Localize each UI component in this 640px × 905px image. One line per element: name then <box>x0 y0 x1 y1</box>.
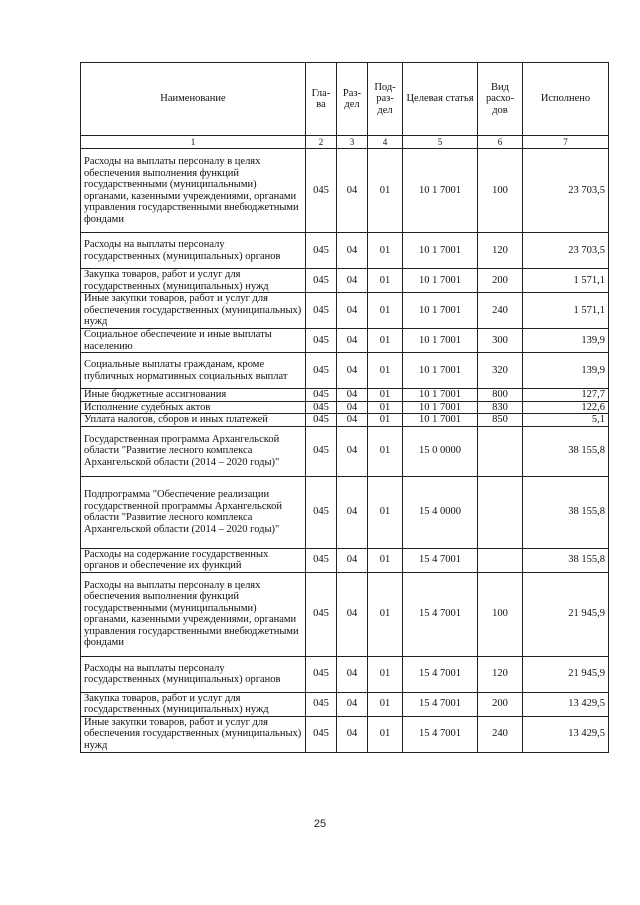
cell-section: 04 <box>337 572 368 656</box>
cell-name: Подпрограмма "Обеспечение реализации государственной программы Архангельской области "Развитие лесного комплекса Архангельской области (2014 – 2020 годы)" <box>81 476 306 548</box>
cell-chapter: 045 <box>306 149 337 233</box>
cell-expense-type: 200 <box>478 692 523 716</box>
cell-name: Иные бюджетные ассигнования <box>81 389 306 402</box>
cell-subsection: 01 <box>368 476 403 548</box>
table-row <box>81 293 609 329</box>
cell-subsection: 01 <box>368 389 403 402</box>
column-number: 2 <box>306 136 337 149</box>
cell-target: 15 4 0000 <box>403 476 478 548</box>
table-row <box>81 233 609 269</box>
header-subsection: Под-раз-дел <box>368 63 403 136</box>
cell-expense-type: 100 <box>478 572 523 656</box>
table-row <box>81 656 609 692</box>
cell-name: Исполнение судебных актов <box>81 401 306 414</box>
cell-chapter: 045 <box>306 548 337 572</box>
table-body <box>81 149 609 753</box>
table-row <box>81 329 609 353</box>
cell-target: 10 1 7001 <box>403 353 478 389</box>
cell-section: 04 <box>337 329 368 353</box>
cell-executed: 5,1 <box>523 414 609 427</box>
cell-target: 15 4 7001 <box>403 716 478 752</box>
cell-subsection: 01 <box>368 353 403 389</box>
cell-executed: 38 155,8 <box>523 476 609 548</box>
cell-executed: 21 945,9 <box>523 656 609 692</box>
cell-section: 04 <box>337 548 368 572</box>
cell-target: 10 1 7001 <box>403 149 478 233</box>
cell-subsection: 01 <box>368 233 403 269</box>
table-row <box>81 149 609 233</box>
cell-target: 10 1 7001 <box>403 293 478 329</box>
cell-subsection: 01 <box>368 329 403 353</box>
cell-expense-type <box>478 476 523 548</box>
cell-section: 04 <box>337 353 368 389</box>
cell-section: 04 <box>337 476 368 548</box>
cell-expense-type: 850 <box>478 414 523 427</box>
cell-section: 04 <box>337 389 368 402</box>
cell-target: 15 4 7001 <box>403 656 478 692</box>
header-expense-type: Вид расхо-дов <box>478 63 523 136</box>
cell-section: 04 <box>337 401 368 414</box>
cell-section: 04 <box>337 656 368 692</box>
table-row <box>81 426 609 476</box>
cell-expense-type: 240 <box>478 716 523 752</box>
cell-chapter: 045 <box>306 233 337 269</box>
cell-executed: 13 429,5 <box>523 692 609 716</box>
cell-subsection: 01 <box>368 572 403 656</box>
cell-subsection: 01 <box>368 426 403 476</box>
cell-name: Расходы на выплаты персоналу государственных (муниципальных) органов <box>81 656 306 692</box>
cell-name: Расходы на выплаты персоналу в целях обеспечения выполнения функций государственными (муниципальными) органами, казенными учреждениями, органами управления государственными внебюджетными фондами <box>81 149 306 233</box>
table-row <box>81 389 609 402</box>
column-number: 4 <box>368 136 403 149</box>
cell-name: Закупка товаров, работ и услуг для государственных (муниципальных) нужд <box>81 269 306 293</box>
column-number: 1 <box>81 136 306 149</box>
cell-name: Расходы на выплаты персоналу государственных (муниципальных) органов <box>81 233 306 269</box>
table-row <box>81 716 609 752</box>
column-number: 3 <box>337 136 368 149</box>
cell-chapter: 045 <box>306 353 337 389</box>
cell-name: Иные закупки товаров, работ и услуг для обеспечения государственных (муниципальных) нужд <box>81 716 306 752</box>
cell-subsection: 01 <box>368 401 403 414</box>
table-row <box>81 353 609 389</box>
cell-chapter: 045 <box>306 426 337 476</box>
cell-target: 10 1 7001 <box>403 414 478 427</box>
budget-table <box>80 62 609 753</box>
cell-subsection: 01 <box>368 716 403 752</box>
cell-executed: 23 703,5 <box>523 233 609 269</box>
cell-target: 10 1 7001 <box>403 233 478 269</box>
cell-expense-type <box>478 426 523 476</box>
table-row <box>81 572 609 656</box>
cell-chapter: 045 <box>306 656 337 692</box>
cell-executed: 1 571,1 <box>523 269 609 293</box>
cell-name: Социальное обеспечение и иные выплаты населению <box>81 329 306 353</box>
cell-subsection: 01 <box>368 414 403 427</box>
cell-expense-type: 240 <box>478 293 523 329</box>
cell-target: 15 4 7001 <box>403 692 478 716</box>
cell-subsection: 01 <box>368 149 403 233</box>
cell-chapter: 045 <box>306 716 337 752</box>
cell-target: 10 1 7001 <box>403 269 478 293</box>
table-row <box>81 414 609 427</box>
cell-executed: 13 429,5 <box>523 716 609 752</box>
cell-name: Расходы на выплаты персоналу в целях обеспечения выполнения функций государственными (муниципальными) органами, казенными учреждениями, органами управления государственными внебюджетными фондами <box>81 572 306 656</box>
cell-chapter: 045 <box>306 269 337 293</box>
column-number-row <box>81 136 609 149</box>
cell-chapter: 045 <box>306 692 337 716</box>
cell-subsection: 01 <box>368 692 403 716</box>
cell-name: Социальные выплаты гражданам, кроме публичных нормативных социальных выплат <box>81 353 306 389</box>
cell-target: 15 4 7001 <box>403 548 478 572</box>
header-executed: Исполнено <box>523 63 609 136</box>
header-section: Раз-дел <box>337 63 368 136</box>
cell-expense-type: 300 <box>478 329 523 353</box>
cell-name: Уплата налогов, сборов и иных платежей <box>81 414 306 427</box>
cell-executed: 1 571,1 <box>523 293 609 329</box>
cell-section: 04 <box>337 426 368 476</box>
cell-expense-type: 200 <box>478 269 523 293</box>
cell-executed: 139,9 <box>523 329 609 353</box>
cell-section: 04 <box>337 269 368 293</box>
cell-section: 04 <box>337 233 368 269</box>
cell-expense-type: 800 <box>478 389 523 402</box>
cell-executed: 127,7 <box>523 389 609 402</box>
cell-section: 04 <box>337 414 368 427</box>
cell-target: 15 0 0000 <box>403 426 478 476</box>
column-number: 5 <box>403 136 478 149</box>
table-row <box>81 692 609 716</box>
cell-expense-type: 100 <box>478 149 523 233</box>
table-row <box>81 548 609 572</box>
cell-section: 04 <box>337 293 368 329</box>
cell-target: 10 1 7001 <box>403 389 478 402</box>
table-row <box>81 401 609 414</box>
cell-chapter: 045 <box>306 401 337 414</box>
cell-target: 10 1 7001 <box>403 329 478 353</box>
cell-expense-type: 120 <box>478 233 523 269</box>
header-chapter: Гла-ва <box>306 63 337 136</box>
cell-chapter: 045 <box>306 293 337 329</box>
cell-subsection: 01 <box>368 548 403 572</box>
cell-name: Иные закупки товаров, работ и услуг для обеспечения государственных (муниципальных) нужд <box>81 293 306 329</box>
cell-subsection: 01 <box>368 656 403 692</box>
cell-section: 04 <box>337 716 368 752</box>
cell-expense-type: 120 <box>478 656 523 692</box>
cell-section: 04 <box>337 149 368 233</box>
header-row <box>81 63 609 136</box>
cell-name: Закупка товаров, работ и услуг для государственных (муниципальных) нужд <box>81 692 306 716</box>
cell-section: 04 <box>337 692 368 716</box>
cell-subsection: 01 <box>368 293 403 329</box>
table-row <box>81 476 609 548</box>
cell-chapter: 045 <box>306 389 337 402</box>
table-row <box>81 269 609 293</box>
cell-chapter: 045 <box>306 476 337 548</box>
cell-expense-type: 320 <box>478 353 523 389</box>
cell-expense-type <box>478 548 523 572</box>
cell-executed: 38 155,8 <box>523 426 609 476</box>
column-number: 6 <box>478 136 523 149</box>
cell-subsection: 01 <box>368 269 403 293</box>
cell-target: 10 1 7001 <box>403 401 478 414</box>
cell-name: Расходы на содержание государственных органов и обеспечение их функций <box>81 548 306 572</box>
header-target: Целевая статья <box>403 63 478 136</box>
cell-chapter: 045 <box>306 414 337 427</box>
cell-executed: 139,9 <box>523 353 609 389</box>
cell-chapter: 045 <box>306 572 337 656</box>
cell-executed: 23 703,5 <box>523 149 609 233</box>
cell-expense-type: 830 <box>478 401 523 414</box>
page-number: 25 <box>313 818 327 830</box>
cell-target: 15 4 7001 <box>403 572 478 656</box>
cell-executed: 21 945,9 <box>523 572 609 656</box>
cell-executed: 122,6 <box>523 401 609 414</box>
cell-chapter: 045 <box>306 329 337 353</box>
column-number: 7 <box>523 136 609 149</box>
header-name: Наименование <box>81 63 306 136</box>
cell-name: Государственная программа Архангельской области "Развитие лесного комплекса Архангельской области (2014 – 2020 годы)" <box>81 426 306 476</box>
cell-executed: 38 155,8 <box>523 548 609 572</box>
